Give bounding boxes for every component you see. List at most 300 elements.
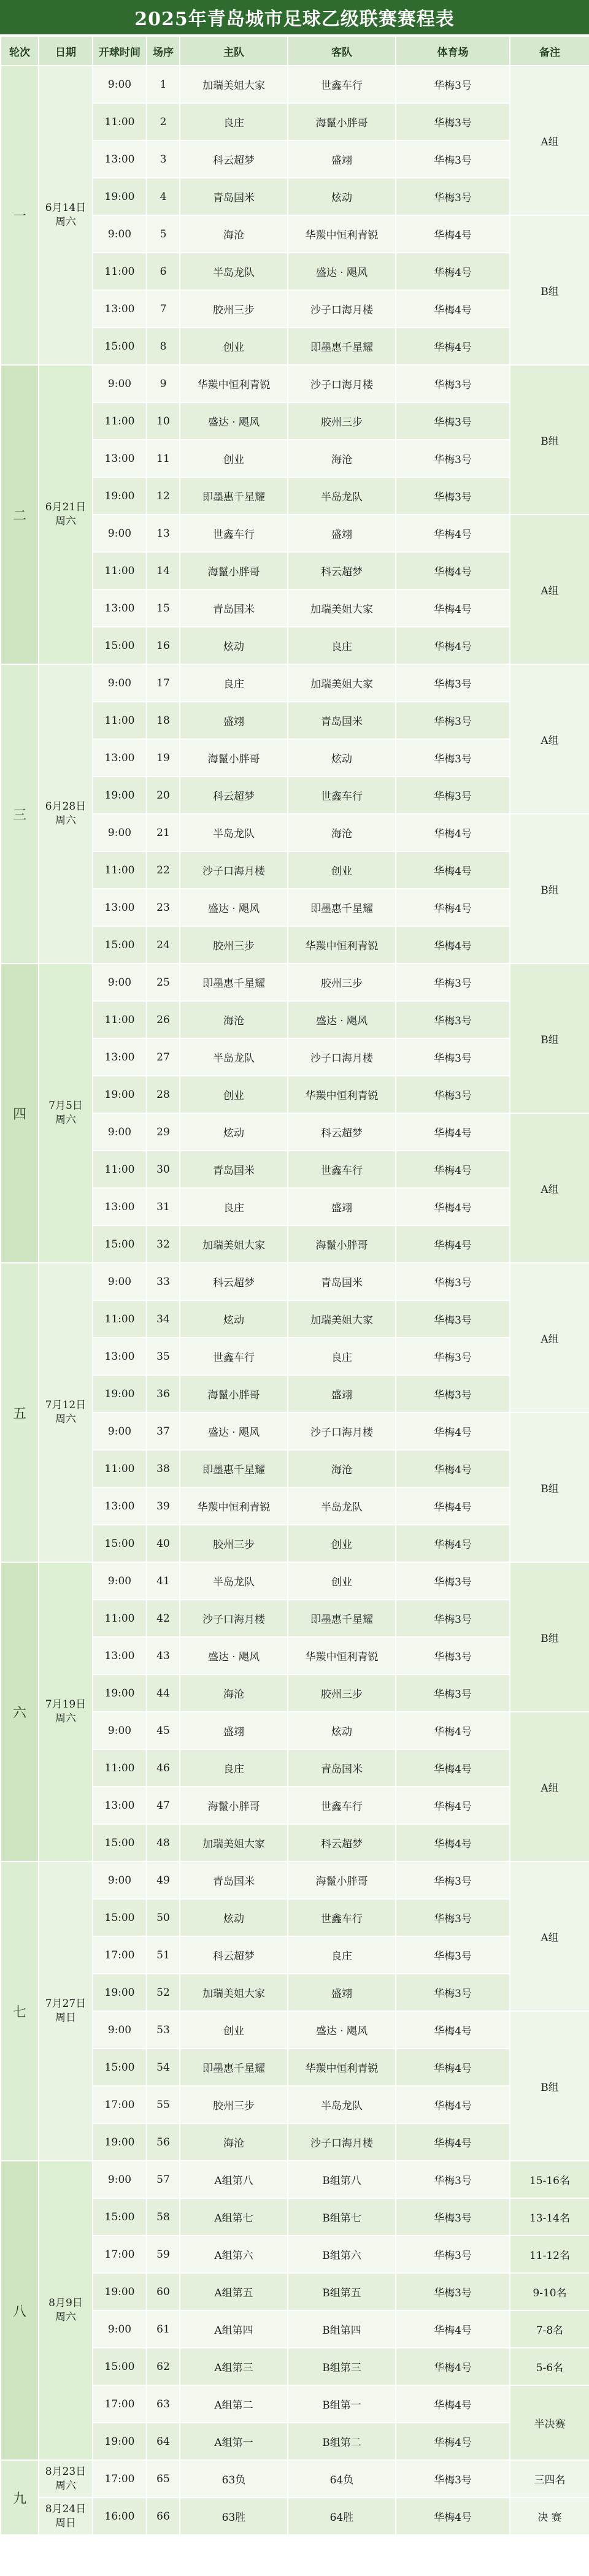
group-note: A组 (510, 66, 589, 215)
group-note: A组 (510, 1712, 589, 1861)
home-team: 创业 (180, 440, 288, 477)
stadium: 华梅4号 (396, 1749, 510, 1787)
kickoff-time: 19:00 (93, 1674, 147, 1712)
home-team: 青岛国米 (180, 589, 288, 627)
round-cell: 三 (1, 664, 39, 964)
match-number: 65 (147, 2460, 180, 2497)
match-number: 14 (147, 552, 180, 589)
kickoff-time: 19:00 (93, 2423, 147, 2460)
kickoff-time: 19:00 (93, 2123, 147, 2161)
home-team: 半岛龙队 (180, 1562, 288, 1600)
stadium: 华梅4号 (396, 552, 510, 589)
away-team: 海鬣小胖哥 (288, 1225, 396, 1263)
group-note: A组 (510, 1113, 589, 1263)
stadium: 华梅4号 (396, 2011, 510, 2049)
date-cell: 7月27日 周日 (39, 1861, 93, 2161)
group-note: 决 赛 (510, 2497, 589, 2535)
match-number: 62 (147, 2348, 180, 2385)
kickoff-time: 9:00 (93, 814, 147, 851)
stadium: 华梅4号 (396, 1712, 510, 1749)
match-number: 42 (147, 1600, 180, 1637)
away-team: 青岛国米 (288, 1263, 396, 1300)
kickoff-time: 15:00 (93, 627, 147, 664)
away-team: 华羰中恒利青锐 (288, 926, 396, 964)
away-team: 沙子口海月楼 (288, 290, 396, 328)
kickoff-time: 17:00 (93, 2460, 147, 2497)
away-team: B组第三 (288, 2348, 396, 2385)
match-number: 32 (147, 1225, 180, 1263)
home-team: 海鬣小胖哥 (180, 1375, 288, 1413)
home-team: 即墨惠千星耀 (180, 964, 288, 1001)
kickoff-time: 11:00 (93, 402, 147, 440)
stadium: 华梅4号 (396, 290, 510, 328)
match-number: 6 (147, 253, 180, 290)
stadium: 华梅4号 (396, 1787, 510, 1824)
stadium: 华梅4号 (396, 851, 510, 889)
match-number: 19 (147, 739, 180, 776)
stadium: 华梅4号 (396, 515, 510, 552)
kickoff-time: 9:00 (93, 2161, 147, 2198)
match-number: 43 (147, 1637, 180, 1674)
stadium: 华梅4号 (396, 2086, 510, 2123)
match-number: 54 (147, 2049, 180, 2086)
away-team: B组第七 (288, 2198, 396, 2236)
away-team: 64胜 (288, 2497, 396, 2535)
home-team: 科云超梦 (180, 776, 288, 814)
kickoff-time: 11:00 (93, 103, 147, 140)
group-note: B组 (510, 814, 589, 964)
stadium: 华梅3号 (396, 1936, 510, 1974)
away-team: 科云超梦 (288, 552, 396, 589)
home-team: 海沧 (180, 2123, 288, 2161)
group-note: A组 (510, 515, 589, 664)
away-team: B组第四 (288, 2310, 396, 2348)
match-number: 63 (147, 2385, 180, 2423)
home-team: 创业 (180, 328, 288, 365)
group-note: B组 (510, 215, 589, 365)
header-kickoff: 开球时间 (93, 36, 147, 66)
kickoff-time: 13:00 (93, 739, 147, 776)
kickoff-time: 9:00 (93, 2011, 147, 2049)
match-number: 47 (147, 1787, 180, 1824)
kickoff-time: 9:00 (93, 1113, 147, 1151)
away-team: 华羰中恒利青锐 (288, 1637, 396, 1674)
stadium: 华梅3号 (396, 1001, 510, 1038)
kickoff-time: 9:00 (93, 215, 147, 253)
home-team: 海沧 (180, 1674, 288, 1712)
stadium: 华梅4号 (396, 589, 510, 627)
home-team: 胶州三步 (180, 1525, 288, 1562)
header-home: 主队 (180, 36, 288, 66)
home-team: 青岛国米 (180, 1861, 288, 1899)
home-team: 加瑞美姐大家 (180, 1225, 288, 1263)
away-team: 胶州三步 (288, 964, 396, 1001)
kickoff-time: 15:00 (93, 2049, 147, 2086)
date-cell: 8月9日 周六 (39, 2161, 93, 2460)
away-team: 海鬣小胖哥 (288, 103, 396, 140)
kickoff-time: 9:00 (93, 365, 147, 402)
stadium: 华梅3号 (396, 1375, 510, 1413)
group-note: 5-6名 (510, 2348, 589, 2385)
home-team: 创业 (180, 2011, 288, 2049)
away-team: 盛翊 (288, 515, 396, 552)
stadium: 华梅4号 (396, 1824, 510, 1861)
away-team: 沙子口海月楼 (288, 1413, 396, 1450)
away-team: 世鑫车行 (288, 1151, 396, 1188)
group-note: A组 (510, 1263, 589, 1413)
stadium: 华梅3号 (396, 66, 510, 103)
group-note: 15-16名 (510, 2161, 589, 2198)
kickoff-time: 11:00 (93, 253, 147, 290)
away-team: 沙子口海月楼 (288, 365, 396, 402)
away-team: 青岛国米 (288, 1749, 396, 1787)
stadium: 华梅4号 (396, 2423, 510, 2460)
group-note: 7-8名 (510, 2310, 589, 2348)
match-number: 16 (147, 627, 180, 664)
stadium: 华梅4号 (396, 2310, 510, 2348)
away-team: B组第一 (288, 2385, 396, 2423)
match-number: 39 (147, 1487, 180, 1525)
kickoff-time: 9:00 (93, 1712, 147, 1749)
stadium: 华梅3号 (396, 1974, 510, 2011)
away-team: 加瑞美姐大家 (288, 664, 396, 702)
match-number: 53 (147, 2011, 180, 2049)
match-number: 30 (147, 1151, 180, 1188)
match-number: 3 (147, 140, 180, 178)
away-team: 海沧 (288, 814, 396, 851)
kickoff-time: 13:00 (93, 140, 147, 178)
away-team: B组第二 (288, 2423, 396, 2460)
away-team: 加瑞美姐大家 (288, 1300, 396, 1338)
kickoff-time: 9:00 (93, 515, 147, 552)
kickoff-time: 19:00 (93, 1375, 147, 1413)
stadium: 华梅4号 (396, 627, 510, 664)
match-number: 11 (147, 440, 180, 477)
header-row (1, 36, 589, 66)
away-team: 良庄 (288, 627, 396, 664)
home-team: 胶州三步 (180, 2086, 288, 2123)
date-cell: 7月5日 周六 (39, 964, 93, 1263)
match-number: 27 (147, 1038, 180, 1076)
kickoff-time: 13:00 (93, 889, 147, 926)
match-row (1, 1562, 589, 1600)
group-note: B组 (510, 1562, 589, 1712)
kickoff-time: 19:00 (93, 776, 147, 814)
away-team: 创业 (288, 1525, 396, 1562)
stadium: 华梅4号 (396, 1525, 510, 1562)
stadium: 华梅3号 (396, 1637, 510, 1674)
stadium: 华梅3号 (396, 702, 510, 739)
stadium: 华梅4号 (396, 2497, 510, 2535)
kickoff-time: 19:00 (93, 178, 147, 215)
stadium: 华梅4号 (396, 1487, 510, 1525)
away-team: 即墨惠千星耀 (288, 889, 396, 926)
stadium: 华梅4号 (396, 253, 510, 290)
kickoff-time: 9:00 (93, 1263, 147, 1300)
match-number: 45 (147, 1712, 180, 1749)
kickoff-time: 11:00 (93, 1600, 147, 1637)
home-team: 盛达 · 飓风 (180, 1413, 288, 1450)
kickoff-time: 13:00 (93, 1338, 147, 1375)
home-team: 世鑫车行 (180, 515, 288, 552)
home-team: 即墨惠千星耀 (180, 2049, 288, 2086)
kickoff-time: 11:00 (93, 1151, 147, 1188)
stadium: 华梅3号 (396, 402, 510, 440)
stadium: 华梅3号 (396, 1076, 510, 1113)
home-team: 海鬣小胖哥 (180, 1787, 288, 1824)
match-number: 57 (147, 2161, 180, 2198)
header-note: 备注 (510, 36, 589, 66)
stadium: 华梅3号 (396, 2460, 510, 2497)
kickoff-time: 11:00 (93, 1749, 147, 1787)
stadium: 华梅4号 (396, 1225, 510, 1263)
kickoff-time: 9:00 (93, 66, 147, 103)
home-team: 海鬣小胖哥 (180, 552, 288, 589)
match-row (1, 1861, 589, 1899)
away-team: 世鑫车行 (288, 1899, 396, 1936)
kickoff-time: 17:00 (93, 2385, 147, 2423)
away-team: 半岛龙队 (288, 2086, 396, 2123)
home-team: A组第八 (180, 2161, 288, 2198)
stadium: 华梅4号 (396, 215, 510, 253)
home-team: 加瑞美姐大家 (180, 66, 288, 103)
away-team: 盛翊 (288, 1974, 396, 2011)
away-team: 盛翊 (288, 1188, 396, 1225)
home-team: 炫动 (180, 1113, 288, 1151)
group-note: 11-12名 (510, 2236, 589, 2273)
match-number: 38 (147, 1450, 180, 1487)
stadium: 华梅4号 (396, 1413, 510, 1450)
stadium: 华梅3号 (396, 1861, 510, 1899)
kickoff-time: 13:00 (93, 589, 147, 627)
match-number: 17 (147, 664, 180, 702)
match-number: 35 (147, 1338, 180, 1375)
stadium: 华梅3号 (396, 739, 510, 776)
match-row (1, 2497, 589, 2535)
away-team: 海沧 (288, 1450, 396, 1487)
group-note: B组 (510, 365, 589, 515)
match-number: 49 (147, 1861, 180, 1899)
home-team: 即墨惠千星耀 (180, 1450, 288, 1487)
stadium: 华梅3号 (396, 140, 510, 178)
match-number: 44 (147, 1674, 180, 1712)
home-team: 盛达 · 飓风 (180, 889, 288, 926)
away-team: 创业 (288, 851, 396, 889)
match-number: 23 (147, 889, 180, 926)
match-number: 40 (147, 1525, 180, 1562)
away-team: 即墨惠千星耀 (288, 328, 396, 365)
away-team: 盛翊 (288, 140, 396, 178)
home-team: 加瑞美姐大家 (180, 1974, 288, 2011)
home-team: 海沧 (180, 215, 288, 253)
stadium: 华梅4号 (396, 1113, 510, 1151)
stadium: 华梅3号 (396, 365, 510, 402)
match-number: 33 (147, 1263, 180, 1300)
away-team: 沙子口海月楼 (288, 2123, 396, 2161)
match-number: 60 (147, 2273, 180, 2310)
match-number: 59 (147, 2236, 180, 2273)
home-team: A组第三 (180, 2348, 288, 2385)
stadium: 华梅3号 (396, 964, 510, 1001)
round-cell: 五 (1, 1263, 39, 1562)
stadium: 华梅4号 (396, 1450, 510, 1487)
stadium: 华梅3号 (396, 440, 510, 477)
away-team: 华羰中恒利青锐 (288, 1076, 396, 1113)
match-number: 55 (147, 2086, 180, 2123)
kickoff-time: 15:00 (93, 2198, 147, 2236)
away-team: 盛达 · 飓风 (288, 253, 396, 290)
kickoff-time: 17:00 (93, 2236, 147, 2273)
home-team: 青岛国米 (180, 1151, 288, 1188)
match-number: 25 (147, 964, 180, 1001)
away-team: 即墨惠千星耀 (288, 1600, 396, 1637)
page-title: 2025年青岛城市足球乙级联赛赛程表 (0, 0, 589, 36)
match-number: 36 (147, 1375, 180, 1413)
away-team: 海鬣小胖哥 (288, 1861, 396, 1899)
away-team: 海沧 (288, 440, 396, 477)
home-team: 创业 (180, 1076, 288, 1113)
away-team: B组第五 (288, 2273, 396, 2310)
round-cell: 六 (1, 1562, 39, 1861)
kickoff-time: 11:00 (93, 702, 147, 739)
kickoff-time: 15:00 (93, 1225, 147, 1263)
kickoff-time: 19:00 (93, 1974, 147, 2011)
home-team: 63负 (180, 2460, 288, 2497)
group-note: 三四名 (510, 2460, 589, 2497)
stadium: 华梅3号 (396, 178, 510, 215)
kickoff-time: 11:00 (93, 552, 147, 589)
home-team: 盛翊 (180, 1712, 288, 1749)
kickoff-time: 9:00 (93, 1413, 147, 1450)
group-note: B组 (510, 964, 589, 1113)
match-number: 28 (147, 1076, 180, 1113)
home-team: 盛达 · 飓风 (180, 1637, 288, 1674)
home-team: 海沧 (180, 1001, 288, 1038)
kickoff-time: 9:00 (93, 1562, 147, 1600)
stadium: 华梅4号 (396, 2348, 510, 2385)
match-number: 8 (147, 328, 180, 365)
kickoff-time: 9:00 (93, 664, 147, 702)
header-date: 日期 (39, 36, 93, 66)
stadium: 华梅3号 (396, 1600, 510, 1637)
header-away: 客队 (288, 36, 396, 66)
stadium: 华梅4号 (396, 2049, 510, 2086)
match-number: 48 (147, 1824, 180, 1861)
match-number: 24 (147, 926, 180, 964)
kickoff-time: 15:00 (93, 926, 147, 964)
away-team: 炫动 (288, 178, 396, 215)
match-row (1, 66, 589, 103)
stadium: 华梅3号 (396, 1562, 510, 1600)
away-team: 盛达 · 飓风 (288, 2011, 396, 2049)
stadium: 华梅3号 (396, 1338, 510, 1375)
away-team: 盛翊 (288, 1375, 396, 1413)
home-team: 胶州三步 (180, 926, 288, 964)
away-team: B组第八 (288, 2161, 396, 2198)
away-team: 64负 (288, 2460, 396, 2497)
schedule-body (1, 66, 589, 2535)
round-cell: 八 (1, 2161, 39, 2460)
kickoff-time: 17:00 (93, 2086, 147, 2123)
match-number: 64 (147, 2423, 180, 2460)
away-team: 胶州三步 (288, 402, 396, 440)
kickoff-time: 15:00 (93, 328, 147, 365)
stadium: 华梅4号 (396, 889, 510, 926)
kickoff-time: 13:00 (93, 1787, 147, 1824)
round-cell: 二 (1, 365, 39, 664)
home-team: A组第七 (180, 2198, 288, 2236)
match-row (1, 2460, 589, 2497)
home-team: 盛达 · 飓风 (180, 402, 288, 440)
home-team: 良庄 (180, 103, 288, 140)
match-number: 31 (147, 1188, 180, 1225)
home-team: 良庄 (180, 664, 288, 702)
match-number: 46 (147, 1749, 180, 1787)
match-number: 51 (147, 1936, 180, 1974)
kickoff-time: 13:00 (93, 1637, 147, 1674)
header-round: 轮次 (1, 36, 39, 66)
home-team: 华羰中恒利青锐 (180, 365, 288, 402)
kickoff-time: 15:00 (93, 1899, 147, 1936)
kickoff-time: 17:00 (93, 1936, 147, 1974)
round-cell: 九 (1, 2460, 39, 2535)
round-cell: 一 (1, 66, 39, 365)
away-team: 胶州三步 (288, 1674, 396, 1712)
group-note: 半决赛 (510, 2385, 589, 2460)
home-team: 青岛国米 (180, 178, 288, 215)
date-cell: 6月21日 周六 (39, 365, 93, 664)
stadium: 华梅3号 (396, 1038, 510, 1076)
home-team: 加瑞美姐大家 (180, 1824, 288, 1861)
home-team: 沙子口海月楼 (180, 851, 288, 889)
away-team: 良庄 (288, 1936, 396, 1974)
stadium: 华梅4号 (396, 2123, 510, 2161)
group-note: 9-10名 (510, 2273, 589, 2310)
match-number: 41 (147, 1562, 180, 1600)
home-team: 即墨惠千星耀 (180, 477, 288, 515)
away-team: 世鑫车行 (288, 1787, 396, 1824)
home-team: A组第一 (180, 2423, 288, 2460)
home-team: 炫动 (180, 627, 288, 664)
stadium: 华梅3号 (396, 1899, 510, 1936)
match-row (1, 1263, 589, 1300)
match-number: 2 (147, 103, 180, 140)
home-team: 炫动 (180, 1300, 288, 1338)
match-number: 9 (147, 365, 180, 402)
kickoff-time: 11:00 (93, 1450, 147, 1487)
stadium: 华梅4号 (396, 926, 510, 964)
match-row (1, 2161, 589, 2198)
schedule-table (0, 36, 589, 2536)
match-number: 22 (147, 851, 180, 889)
stadium: 华梅3号 (396, 2198, 510, 2236)
kickoff-time: 19:00 (93, 477, 147, 515)
match-number: 21 (147, 814, 180, 851)
match-number: 37 (147, 1413, 180, 1450)
kickoff-time: 9:00 (93, 964, 147, 1001)
kickoff-time: 13:00 (93, 290, 147, 328)
header-stadium: 体育场 (396, 36, 510, 66)
stadium: 华梅3号 (396, 1300, 510, 1338)
kickoff-time: 9:00 (93, 1861, 147, 1899)
kickoff-time: 11:00 (93, 851, 147, 889)
home-team: 科云超梦 (180, 140, 288, 178)
header-match-no: 场序 (147, 36, 180, 66)
kickoff-time: 15:00 (93, 1824, 147, 1861)
away-team: B组第六 (288, 2236, 396, 2273)
home-team: 科云超梦 (180, 1263, 288, 1300)
home-team: 世鑫车行 (180, 1338, 288, 1375)
